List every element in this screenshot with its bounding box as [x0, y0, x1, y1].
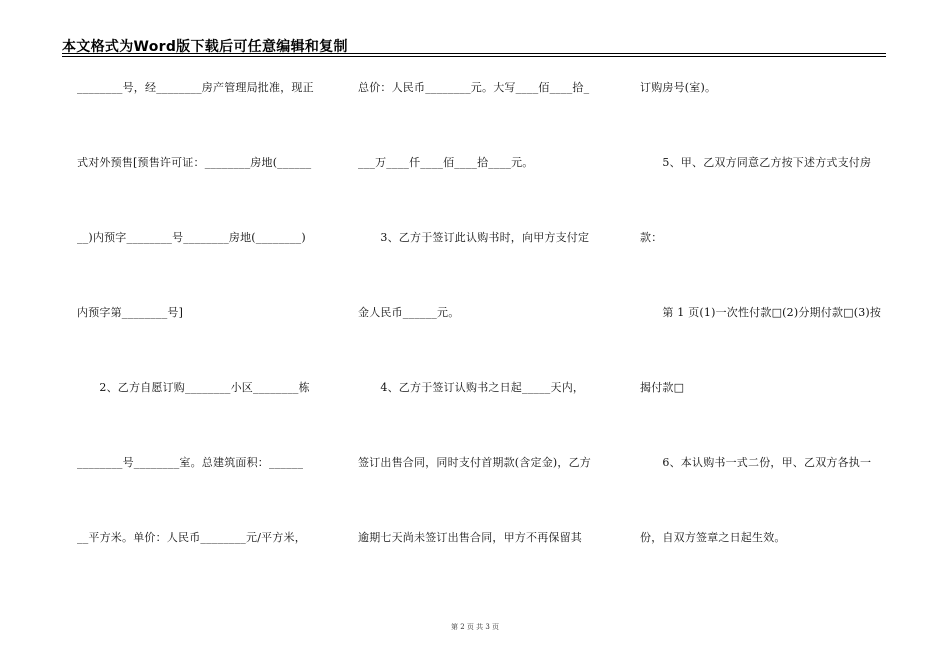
text-line: __平方米。单价：人民币________元/平方米，: [77, 531, 306, 544]
page-number-footer: 第 2 页 共 3 页: [450, 623, 500, 631]
text-line: 3、乙方于签订此认购书时，向甲方支付定: [358, 231, 590, 244]
text-line: 6、本认购书一式二份，甲、乙双方各执一: [640, 456, 872, 469]
document-header-title: 本文格式为Word版下载后可任意编辑和复制: [62, 39, 348, 55]
text-line: 内预字第________号]: [77, 306, 184, 319]
text-line: 揭付款□: [640, 381, 685, 394]
text-line: 订购房号(室)。: [640, 81, 717, 94]
header-rule-top: [62, 53, 886, 54]
text-line: __)内预字________号________房地(________): [77, 231, 306, 244]
text-line: ________号________室。总建筑面积：______: [77, 456, 304, 469]
text-line: 第 1 页(1)一次性付款□(2)分期付款□(3)按: [640, 306, 882, 319]
text-line: 式对外预售[预售许可证：________房地(______: [77, 156, 312, 169]
text-line: 份，自双方签章之日起生效。: [640, 531, 786, 544]
text-line: 2、乙方自愿订购________小区________栋: [77, 381, 310, 394]
text-line: 5、甲、乙双方同意乙方按下述方式支付房: [640, 156, 872, 169]
header-rule-bottom: [62, 56, 886, 57]
text-line: 签订出售合同，同时支付首期款(含定金)，乙方: [358, 456, 591, 469]
text-line: 金人民币______元。: [358, 306, 460, 319]
text-line: 逾期七天尚未签订出售合同，甲方不再保留其: [358, 531, 582, 544]
text-line: 4、乙方于签订认购书之日起_____天内，: [358, 381, 585, 394]
text-line: ___万____仟____佰____拾____元。: [358, 156, 534, 169]
text-line: 款：: [640, 231, 663, 244]
text-line: ________号，经________房产管理局批准，现正: [77, 81, 314, 94]
text-line: 总价：人民币________元。大写____佰____拾_: [358, 81, 590, 94]
